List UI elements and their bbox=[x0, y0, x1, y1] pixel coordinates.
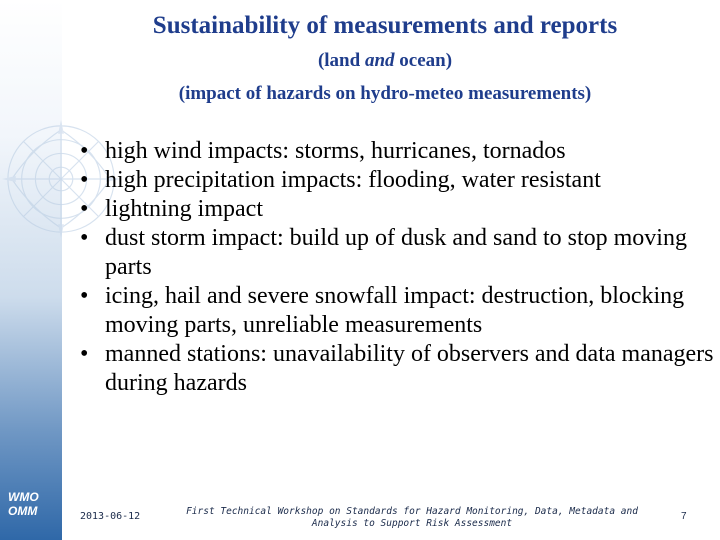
slide-title: Sustainability of measurements and reports bbox=[152, 12, 618, 39]
subtitle-line-1-emphasis: and bbox=[364, 50, 395, 71]
bullet-dot-icon: • bbox=[80, 225, 89, 251]
page-number: 7 bbox=[681, 511, 687, 522]
bullet-text: manned stations: unavailability of observers and data managers during hazards bbox=[105, 341, 714, 396]
bullet-item bbox=[74, 195, 714, 224]
footer-date: 2013-06-12 bbox=[80, 511, 141, 522]
bullet-item bbox=[74, 224, 714, 282]
subtitle-line-2: (impact of hazards on hydro-meteo measurements) bbox=[178, 83, 592, 104]
bullet-text: lightning impact bbox=[105, 196, 263, 222]
bullet-dot-icon: • bbox=[80, 283, 89, 309]
footer-title bbox=[172, 506, 652, 530]
wmo-omm-logo bbox=[8, 490, 56, 518]
bullet-item bbox=[74, 340, 714, 398]
bullet-item bbox=[74, 166, 714, 195]
subtitle-line-1-start: (land bbox=[317, 50, 365, 71]
bullet-list bbox=[74, 137, 714, 398]
logo-omm-text: OMM bbox=[8, 504, 38, 518]
bullet-text: dust storm impact: build up of dusk and sand to stop moving parts bbox=[105, 225, 687, 280]
logo-wmo-text: WMO bbox=[8, 490, 39, 504]
bullet-dot-icon: • bbox=[80, 138, 89, 164]
wmo-sidebar-band bbox=[0, 0, 62, 540]
subtitle-line-1-end: ocean) bbox=[394, 50, 453, 71]
bullet-item bbox=[74, 137, 714, 166]
bullet-dot-icon: • bbox=[80, 167, 89, 193]
bullet-text: icing, hail and severe snowfall impact: destruction, blocking moving parts, unreliable measurements bbox=[105, 283, 685, 338]
bullet-dot-icon: • bbox=[80, 196, 89, 222]
bullet-item bbox=[74, 282, 714, 340]
bullet-text: high precipitation impacts: flooding, water resistant bbox=[105, 167, 601, 193]
bullet-text: high wind impacts: storms, hurricanes, tornados bbox=[105, 138, 566, 164]
bullet-dot-icon: • bbox=[80, 341, 89, 367]
footer-title-line-2: Analysis to Support Risk Assessment bbox=[311, 518, 513, 529]
subtitle-line-1 bbox=[62, 50, 708, 72]
footer-title-line-1: First Technical Workshop on Standards for Hazard Monitoring, Data, Metadata and bbox=[186, 506, 638, 517]
